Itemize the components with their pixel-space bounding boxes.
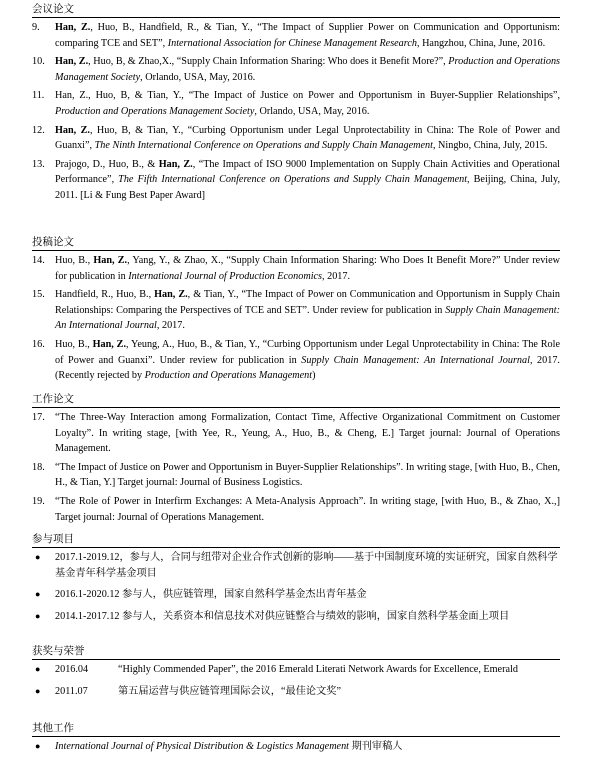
section-title-projects: 参与项目 [32, 533, 560, 548]
venue-name: Production and Operations Management [144, 370, 313, 382]
venue-name: The Fifth International Conference on Operations and Supply Chain Management [118, 174, 468, 186]
entry-number: 11. [32, 90, 45, 102]
project-text: 2017.1-2019.12，参与人，合同与纽带对企业合作式创新的影响——基于中国制度环境的实证研究，国家自然科学基金青年科学基金项目 [55, 552, 558, 579]
paper-entry [32, 337, 560, 384]
paper-entry [32, 410, 560, 457]
highlighted-author: Han, Z. [92, 338, 127, 350]
venue-name: Production and Operations Management Society [55, 105, 255, 117]
venue-name: International Journal of Production Economics [128, 270, 323, 282]
award-text: “Highly Commended Paper”, the 2016 Emerald Literati Network Awards for Excellence, Emerald [118, 664, 518, 675]
project-item [32, 609, 560, 625]
awards-section [32, 645, 560, 705]
award-list [32, 662, 560, 699]
project-item [32, 550, 560, 581]
citation-details: , 2017. [322, 270, 351, 282]
paper-entry [32, 123, 560, 154]
highlighted-author: Han, Z. [93, 255, 128, 266]
author-text: Huo, B., [55, 338, 93, 350]
citation-text: , & Tian, Y., “The Impact of Power on Communication and Opportunism in Supply Chain Relationships: Comparing the Perspectives of TCE and SET”. Under review for publication in [55, 289, 560, 316]
submitted-papers-section [32, 236, 560, 387]
entry-number: 9. [32, 22, 40, 33]
entry-number: 17. [32, 412, 45, 423]
citation-text: , Huo, B., Handfield, R., & Tian, Y., “The Impact of Supplier Power on Communication and Opportunism: comparing TCE and SET”, [55, 22, 560, 49]
reviewer-role: 期刊审稿人 [349, 741, 403, 752]
entry-number: 18. [32, 461, 45, 473]
award-text: 第五届运营与供应链管理国际会议，“最佳论文奖” [118, 685, 341, 697]
section-title-working-papers: 工作论文 [32, 393, 560, 408]
citation-text: , Huo, B, & Zhao,X., “Supply Chain Information Sharing: Who does it Benefit More?”, [88, 56, 449, 68]
award-item [32, 684, 560, 700]
entry-number: 14. [32, 255, 45, 266]
citation-details: , Orlando, USA, May, 2016. [140, 71, 256, 83]
citation-details: , Ningbo, China, July, 2015. [432, 140, 548, 152]
section-title-submitted-papers: 投稿论文 [32, 236, 560, 251]
entry-number: 15. [32, 289, 45, 301]
citation-text: “The Impact of Justice on Power and Opportunism in Buyer-Supplier Relationships”. In writing stage, [with Huo, B., Chen, H., & Tian, Y.] Target journal: Journal of Business Logistics. [55, 461, 560, 489]
highlighted-author: Han, Z. [55, 22, 91, 33]
highlighted-author: Han, Z. [154, 289, 188, 301]
citation-text: Han, Z., Huo, B, & Tian, Y., “The Impact of Justice on Power and Opportunism in Buyer-Supplier Relationships”, [55, 90, 560, 102]
citation-text: , Yang, Y., & Zhao, X., “Supply Chain Information Sharing: Who Does It Benefit More?” Under review for publication in [55, 255, 560, 282]
section-title-conference-papers: 会议论文 [32, 3, 560, 18]
author-text: Huo, B., [55, 255, 94, 266]
project-list [32, 550, 560, 624]
citation-details: , 2017. [156, 320, 185, 332]
award-item [32, 662, 560, 678]
bullet-icon: ● [35, 589, 41, 600]
bullet-icon: ● [35, 552, 41, 562]
venue-name: Supply Chain Management: An International Journal [301, 354, 530, 366]
paper-entry [32, 157, 560, 204]
project-text: 2014.1-2017.12 参与人，关系资本和信息技术对供应链整合与绩效的影响，国家自然科学基金面上项目 [55, 610, 510, 622]
citation-text: “The Three-Way Interaction among Formalization, Contact Time, Affective Organizational Commitment on Customer Loyalty”. In writing stage, [with Yee, R., Yeung, A., Huo, B., & Cheng, E.] Target journal: Journal of Operations Management. [55, 412, 560, 455]
project-text: 2016.1-2020.12 参与人，供应链管理，国家自然科学基金杰出青年基金 [55, 589, 367, 601]
bullet-icon: ● [35, 610, 41, 621]
list-item [32, 739, 560, 755]
highlighted-author: Han, Z. [55, 56, 89, 68]
citation-details: , 2017. (Recently rejected by [55, 354, 560, 382]
author-text: Prajogo, D., Huo, B., & [55, 158, 159, 170]
paper-entry [32, 54, 560, 85]
author-text: Handfield, R., Huo, B., [55, 289, 155, 301]
citation-text: , “The Impact of ISO 9000 Implementation on Supply Chain Activities and Operational Performance”, [55, 158, 560, 186]
citation-details: , Hangzhou, China, June, 2016. [416, 37, 546, 49]
section-title-awards: 获奖与荣誉 [32, 645, 560, 660]
section-title-other-work: 其他工作 [32, 722, 560, 737]
citation-details: , Orlando, USA, May, 2016. [254, 105, 370, 117]
entry-number: 19. [32, 495, 45, 507]
highlighted-author: Han, Z. [55, 124, 90, 136]
projects-section [32, 533, 560, 630]
paper-entry [32, 287, 560, 334]
bullet-icon: ● [35, 741, 41, 751]
paper-entry [32, 494, 560, 525]
citation-text: “The Role of Power in Interfirm Exchanges: A Meta-Analysis Approach”. In writing stage, [with Huo, B., & Zhao, X.,] Target journal: Journal of Operations Management. [55, 495, 560, 523]
working-paper-list [32, 410, 560, 525]
paper-entry [32, 253, 560, 284]
award-date: 2016.04 [55, 664, 89, 675]
entry-number: 13. [32, 158, 45, 170]
conference-papers-section [32, 3, 560, 207]
conference-paper-list [32, 20, 560, 204]
entry-number: 16. [32, 338, 45, 350]
citation-text: , Yeung, A., Huo, B., & Tian, Y., “Curbing Opportunism under Legal Unprotectability in China: The Role of Power and Guanxi”. Under review for publication in [55, 338, 560, 366]
paper-entry [32, 460, 560, 491]
citation-details: , Beijing, China, July, 2011. [Li & Fung Best Paper Award] [55, 174, 560, 201]
other-work-section [32, 722, 560, 761]
citation-text: , Huo, B, & Tian, Y., “Curbing Opportunism under Legal Unprotectability in China: The Role of Power and Guanxi”, [55, 124, 560, 152]
journal-name: International Journal of Physical Distribution & Logistics Management [55, 741, 350, 752]
citation-details: ) [312, 370, 316, 382]
award-date: 2011.07 [55, 685, 88, 697]
working-papers-section [32, 393, 560, 528]
entry-number: 12. [32, 124, 45, 136]
entry-number: 10. [32, 56, 45, 68]
bullet-icon: ● [35, 685, 41, 696]
submitted-paper-list [32, 253, 560, 384]
venue-name: Production and Operations Management Society [55, 56, 560, 83]
venue-name: International Association for Chinese Management Research [167, 37, 417, 49]
venue-name: The Ninth International Conference on Operations and Supply Chain Management [94, 140, 433, 152]
project-item [32, 587, 560, 603]
paper-entry [32, 20, 560, 51]
venue-name: Supply Chain Management: An International Journal [55, 304, 561, 332]
paper-entry [32, 88, 560, 119]
highlighted-author: Han, Z. [158, 158, 193, 170]
bullet-icon: ● [35, 664, 41, 674]
